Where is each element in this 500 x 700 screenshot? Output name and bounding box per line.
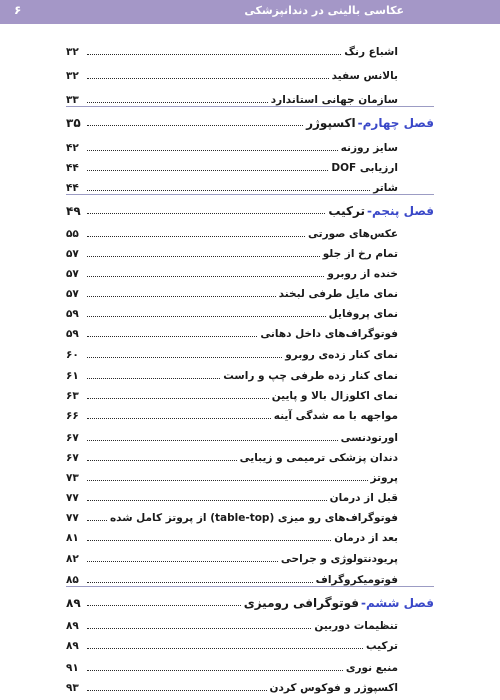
toc-title: ترکیب [366, 640, 398, 652]
toc-dot-leader [87, 627, 311, 629]
toc-entry-row[interactable] [66, 654, 398, 674]
toc-dot-leader [87, 53, 341, 55]
toc-dot-leader [87, 377, 220, 379]
toc-title: شاتر [373, 182, 398, 194]
toc-page-number: ۶۳ [66, 390, 79, 402]
toc-dot-leader [87, 335, 257, 337]
toc-dot-leader [87, 479, 368, 481]
toc-chapter-label: فصل چهارم- [357, 116, 434, 130]
toc-title: نمای کنار زده‌ی روبرو [285, 349, 398, 361]
toc-dot-leader [87, 647, 363, 649]
toc-page-number: ۸۹ [66, 640, 79, 652]
toc-chapter-row[interactable] [66, 590, 434, 610]
toc-title: فوتوگراف‌های رو میزی (table-top) از پروتز کامل شده [109, 512, 398, 524]
toc-entry-row[interactable] [66, 632, 398, 652]
page-number: ۶ [14, 3, 22, 17]
toc-dot-leader [87, 669, 343, 671]
toc-title: فوتوگرافی رومیزی [243, 596, 360, 610]
toc-title: تنظیمات دوربین [314, 620, 398, 632]
toc-title: دندان پزشکی ترمیمی و زیبایی [239, 452, 398, 464]
toc-title: نمای مایل طرفی لبخند [278, 288, 398, 300]
toc-title: تمام رخ از جلو [322, 248, 398, 260]
toc-page-number: ۷۳ [66, 472, 79, 484]
toc-title: فوتومیکروگراف [315, 574, 398, 586]
toc-entry-row[interactable] [66, 320, 398, 340]
toc-dot-leader [87, 295, 276, 297]
toc-title: خنده از روبرو [327, 268, 398, 280]
toc-title: منبع نوری [345, 662, 398, 674]
chapter-separator [66, 106, 434, 107]
toc-page-number: ۶۷ [66, 452, 79, 464]
toc-dot-leader [87, 459, 237, 461]
toc-entry-row[interactable] [66, 464, 398, 484]
toc-entry-row[interactable] [66, 484, 398, 504]
toc-title: عکس‌های صورتی [308, 228, 398, 240]
toc-entry-row[interactable] [66, 424, 398, 444]
toc-page-number: ۷۷ [66, 512, 79, 524]
toc-entry-row[interactable] [66, 612, 398, 632]
toc-title: اکسپوژر [306, 116, 356, 130]
toc-entry-row[interactable] [66, 174, 398, 194]
toc-entry-row[interactable] [66, 154, 398, 174]
toc-dot-leader [87, 539, 331, 541]
toc-dot-leader [87, 417, 271, 419]
toc-title: ارزیابی DOF [331, 162, 398, 174]
toc-title: بعد از درمان [334, 532, 398, 544]
toc-entry-row[interactable] [66, 240, 398, 260]
toc-entry-row[interactable] [66, 524, 398, 544]
toc-entry-row[interactable] [66, 220, 398, 240]
toc-entry-row[interactable] [66, 382, 398, 402]
toc-title: ترکیب [328, 204, 365, 218]
toc-dot-leader [87, 169, 328, 171]
toc-dot-leader [87, 499, 327, 501]
toc-page-number: ۸۲ [66, 553, 79, 565]
toc-page-number: ۶۷ [66, 432, 79, 444]
toc-dot-leader [87, 689, 267, 691]
toc-page-number: ۵۷ [66, 268, 79, 280]
toc-entry-row[interactable] [66, 674, 398, 694]
toc-entry-row[interactable] [66, 402, 398, 422]
toc-chapter-row[interactable] [66, 110, 434, 130]
toc-page-number: ۶۱ [66, 370, 79, 382]
toc-dot-leader [87, 519, 107, 521]
toc-dot-leader [87, 604, 241, 606]
toc-chapter-label: فصل پنجم- [366, 204, 434, 218]
toc-dot-leader [87, 255, 320, 257]
toc-title: اشباع رنگ [344, 46, 398, 58]
toc-chapter-label: فصل ششم- [361, 596, 434, 610]
toc-dot-leader [87, 189, 370, 191]
toc-page-number: ۵۹ [66, 308, 79, 320]
toc-dot-leader [87, 397, 269, 399]
toc-entry-row[interactable] [66, 134, 398, 154]
toc-page-number: ۵۵ [66, 228, 79, 240]
toc-page-number: ۴۹ [66, 204, 81, 218]
toc-title: فوتوگراف‌های داخل دهانی [260, 328, 398, 340]
toc-entry-row[interactable] [66, 280, 398, 300]
toc-entry-row[interactable] [66, 444, 398, 464]
toc-entry-row[interactable] [66, 504, 398, 524]
toc-dot-leader [87, 356, 282, 358]
toc-entry-row[interactable] [66, 545, 398, 565]
running-title: عکاسی بالینی در دندانپزشکی [244, 4, 404, 17]
toc-entry-row[interactable] [66, 62, 398, 82]
toc-page-number: ۵۹ [66, 328, 79, 340]
toc-page-number: ۴۲ [66, 142, 79, 154]
toc-dot-leader [87, 124, 303, 126]
toc-dot-leader [87, 101, 268, 103]
toc-entry-row[interactable] [66, 300, 398, 320]
toc-title: بالانس سفید [331, 70, 398, 82]
toc-page-number: ۳۵ [66, 116, 81, 130]
toc-entry-row[interactable] [66, 38, 398, 58]
toc-page-number: ۴۴ [66, 162, 79, 174]
toc-page-number: ۶۰ [66, 349, 79, 361]
toc-dot-leader [87, 212, 325, 214]
toc-page-number: ۳۲ [66, 70, 79, 82]
toc-title: پریودنتولوژی و جراحی [280, 553, 398, 565]
toc-page-number: ۴۴ [66, 182, 79, 194]
toc-entry-row[interactable] [66, 362, 398, 382]
toc-page-number: ۸۱ [66, 532, 79, 544]
toc-page-number: ۸۹ [66, 620, 79, 632]
toc-page-number: ۵۷ [66, 288, 79, 300]
toc-page-number: ۶۶ [66, 410, 79, 422]
toc-entry-row[interactable] [66, 260, 398, 280]
toc-page-number: ۹۳ [66, 682, 79, 694]
toc-dot-leader [87, 77, 329, 79]
toc-dot-leader [87, 149, 338, 151]
toc-title: نمای پروفایل [328, 308, 398, 320]
toc-dot-leader [87, 439, 338, 441]
toc-title: نمای اکلوزال بالا و پایین [271, 390, 398, 402]
toc-page-number: ۹۱ [66, 662, 79, 674]
toc-page-number: ۳۲ [66, 46, 79, 58]
toc-entry-row[interactable] [66, 86, 398, 106]
toc-page-number: ۵۷ [66, 248, 79, 260]
toc-page-number: ۳۳ [66, 94, 79, 106]
toc-page-number: ۸۵ [66, 574, 79, 586]
toc-entry-row[interactable] [66, 566, 398, 586]
chapter-separator [66, 194, 434, 195]
toc-dot-leader [87, 560, 278, 562]
toc-entry-row[interactable] [66, 341, 398, 361]
toc-title: سایز روزنه [340, 142, 398, 154]
toc-dot-leader [87, 581, 313, 583]
toc-title: پروتز [370, 472, 398, 484]
toc-title: نمای کنار زده طرفی چپ و راست [223, 370, 398, 382]
toc-dot-leader [87, 315, 326, 317]
toc-title: مواجهه با مه شدگی آینه [273, 410, 398, 422]
toc-title: قبل از درمان [329, 492, 398, 504]
chapter-separator [66, 586, 434, 587]
toc-title: اکسپوژر و فوکوس کردن [269, 682, 398, 694]
toc-page-number: ۸۹ [66, 596, 81, 610]
toc-chapter-row[interactable] [66, 198, 434, 218]
toc-title: اورتودنسی [340, 432, 398, 444]
toc-dot-leader [87, 235, 305, 237]
toc-dot-leader [87, 275, 324, 277]
toc-page-number: ۷۷ [66, 492, 79, 504]
toc-title: سازمان جهانی استاندارد [270, 94, 398, 106]
